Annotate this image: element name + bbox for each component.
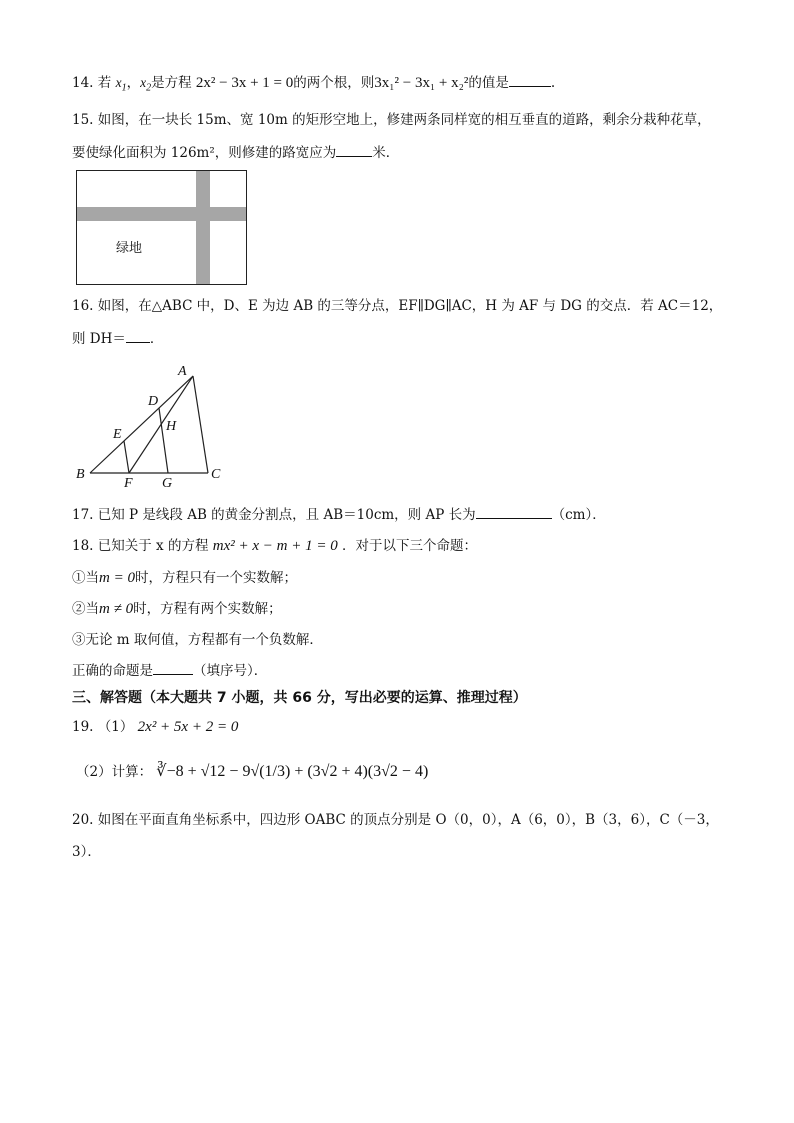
section-3-heading: 三、解答题（本大题共 7 小题，共 66 分，写出必要的运算、推理过程） [72,690,527,706]
answer-blank-15 [336,142,372,157]
label-c: C [211,467,221,482]
label-b: B [76,467,85,482]
proposition-2: ②当m ≠ 0时，方程有两个实数解； [72,601,282,617]
proposition-1: ①当m = 0时，方程只有一个实数解； [72,570,297,586]
field-border [77,171,247,285]
question-19-part1: 19. （1） 2x² + 5x + 2 = 0 [72,719,239,735]
vertical-road [196,171,210,284]
x2-var: $x_2$ [140,75,152,94]
q19-equation: 2x² + 5x + 2 = 0 [137,719,239,735]
segment-ef [124,441,129,473]
question-16-line1: 16. 如图，在△ABC 中，D、E 为边 AB 的三等分点，EF∥DG∥AC，H 为 AF 与 DG 的交点．若 AC＝12， [72,298,723,314]
green-area-label: 绿地 [116,241,143,256]
label-h: H [166,419,177,434]
answer-blank-16 [126,328,150,343]
question-15-line2: 要使绿化面积为 126m²，则修建的路宽应为 米． [72,142,399,163]
answer-blank-17 [476,504,552,519]
segment-af [129,376,193,473]
segment-dg [159,408,168,473]
x1-var: $x_1$ [115,75,127,94]
question-15-line1: 15. 如图，在一块长 15m、宽 10m 的矩形空地上，修建两条同样宽的相互垂直的道路，剩余分栽种花草， [72,112,711,128]
answer-blank-18 [153,660,193,675]
answer-blank-14 [509,72,551,87]
question-14: 14. 若 $x_1$，$x_2$是方程 2x² − 3x + 1 = 0的两个根，则3x₁² − 3x₁ + x₂²的值是 . [72,72,555,99]
side-ac [193,376,208,473]
side-ab [90,376,193,473]
question-19-part2: （2）计算： ∛−8 + √12 − 9√(1/3) + (3√2 + 4)(3√2 − 4) [76,763,429,780]
question-16-line2: 则 DH＝ ． [72,328,163,349]
q14-equation: 2x² − 3x + 1 = 0 [195,75,294,91]
field-diagram [76,170,248,286]
label-e: E [113,427,122,442]
horizontal-road [77,207,246,221]
question-20-line1: 20. 如图在平面直角坐标系中，四边形 OABC 的顶点分别是 O（0，0），A（6，0），B（3，6），C（－3， [72,812,719,828]
q18-equation: mx² + x − m + 1 = 0 [212,538,338,554]
question-18-answer: 正确的命题是 （填序号）． [72,660,267,681]
q14-expression: 3x₁² − 3x₁ + x₂² [374,75,469,91]
question-18-head: 18. 已知关于 x 的方程 mx² + x − m + 1 = 0 ．对于以下三个命题： [72,538,478,554]
proposition-3: ③无论 m 取何值，方程都有一个负数解． [72,632,323,648]
triangle-diagram [70,360,230,488]
label-d: D [148,394,159,409]
question-20-line2: 3）． [72,844,101,860]
label-f: F [124,476,133,488]
label-a: A [178,364,187,379]
q19-expression: ∛−8 + √12 − 9√(1/3) + (3√2 + 4)(3√2 − 4) [156,763,429,780]
label-g: G [162,476,173,488]
question-17: 17. 已知 P 是线段 AB 的黄金分割点，且 AB＝10cm，则 AP 长为 （cm）． [72,504,606,525]
